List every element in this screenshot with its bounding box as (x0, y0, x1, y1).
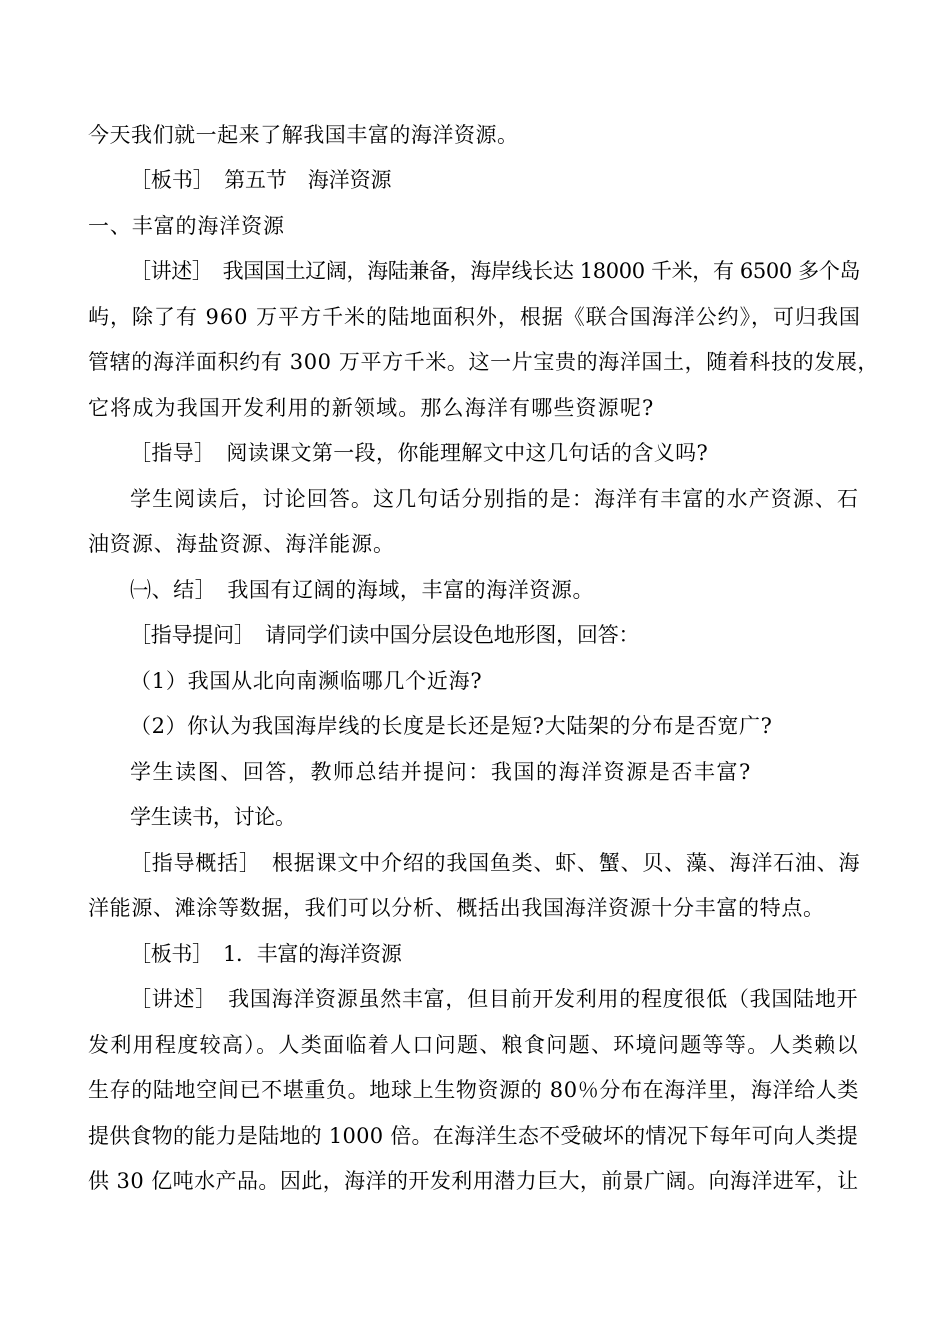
text-line-20: ［讲述］ 我国海洋资源虽然丰富，但目前开发利用的程度很低（我国陆地开 (130, 987, 859, 1011)
text-line-13: （1）我国从北向南濒临哪几个近海? (130, 669, 483, 693)
text-line-9: 学生阅读后，讨论回答。这几句话分别指的是：海洋有丰富的水产资源、石 (130, 487, 860, 511)
text-line-17: ［指导概括］ 根据课文中介绍的我国鱼类、虾、蟹、贝、藻、海洋石油、海 (130, 851, 861, 875)
text-line-24: 供 30 亿吨水产品。因此，海洋的开发利用潜力巨大，前景广阔。向海洋进军，让 (88, 1169, 859, 1193)
text-line-23: 提供食物的能力是陆地的 1000 倍。在海洋生态不受破坏的情况下每年可向人类提 (88, 1124, 859, 1148)
text-line-22: 生存的陆地空间已不堪重负。地球上生物资源的 80％分布在海洋里，海洋给人类 (88, 1078, 860, 1102)
section-heading: 一、丰富的海洋资源 (88, 214, 285, 238)
text-line-18: 洋能源、滩涂等数据，我们可以分析、概括出我国海洋资源十分丰富的特点。 (88, 896, 825, 920)
text-line-21: 发利用程度较高）。人类面临着人口问题、粮食问题、环境问题等等。人类赖以 (88, 1033, 859, 1057)
text-line-15: 学生读图、回答，教师总结并提问：我国的海洋资源是否丰富? (130, 760, 752, 784)
text-line-7: 它将成为我国开发利用的新领域。那么海洋有哪些资源呢? (88, 396, 655, 420)
text-line-2: ［板书］ 第五节 海洋资源 (130, 168, 392, 192)
text-line-11: ㈠、结］ 我国有辽阔的海域，丰富的海洋资源。 (130, 578, 595, 602)
text-line-5: 屿，除了有 960 万平方千米的陆地面积外，根据《联合国海洋公约》，可归我国 (88, 305, 861, 329)
text-line-4: ［讲述］ 我国国土辽阔，海陆兼备，海岸线长达 18000 千米，有 6500 多个岛 (130, 259, 861, 283)
text-line-12: ［指导提问］ 请同学们读中国分层设色地形图，回答： (130, 623, 640, 647)
text-line-19: ［板书］ 1．丰富的海洋资源 (130, 942, 402, 966)
text-line-14: （2）你认为我国海岸线的长度是长还是短?大陆架的分布是否宽广? (130, 714, 773, 738)
text-line-8: ［指导］ 阅读课文第一段，你能理解文中这几句话的含义吗? (130, 441, 709, 465)
text-line-1: 今天我们就一起来了解我国丰富的海洋资源。 (88, 123, 519, 147)
text-line-16: 学生读书，讨论。 (130, 805, 296, 829)
text-line-10: 油资源、海盐资源、海洋能源。 (88, 532, 395, 556)
text-line-6: 管辖的海洋面积约有 300 万平方千米。这一片宝贵的海洋国土，随着科技的发展， (88, 350, 880, 374)
